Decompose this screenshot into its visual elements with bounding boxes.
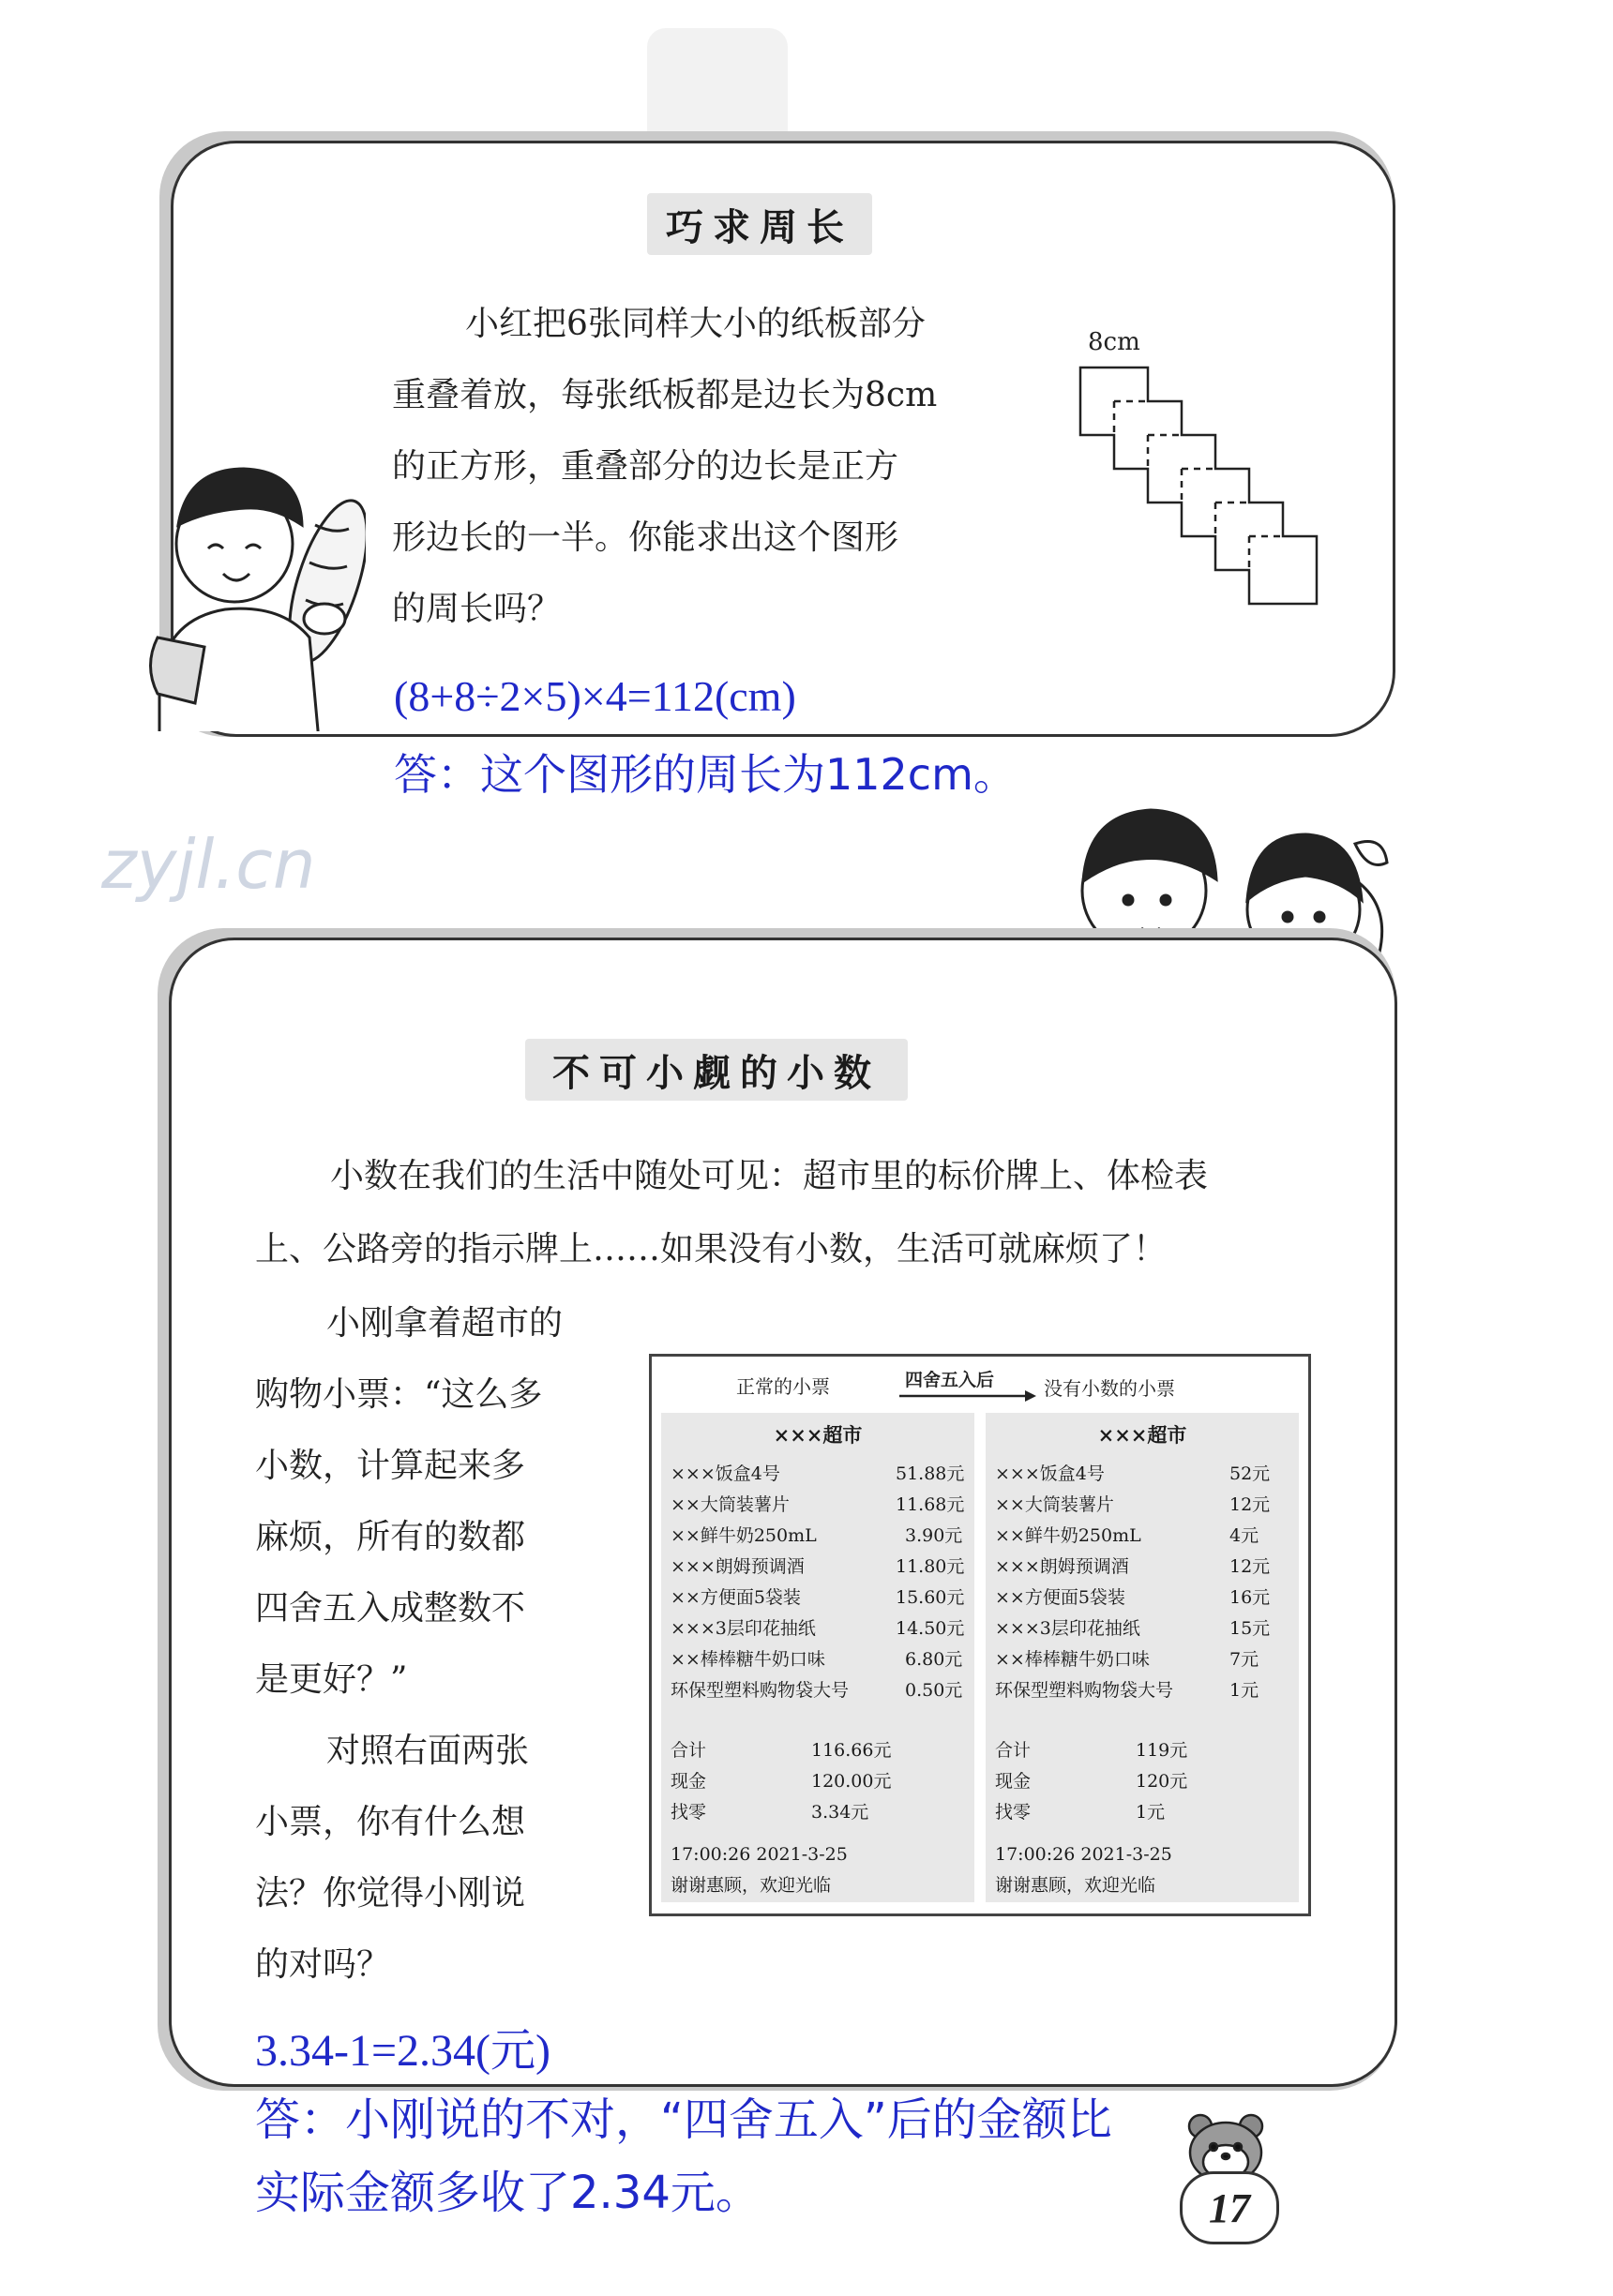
intro-line: 上、公路旁的指示牌上……如果没有小数，生活可就麻烦了！ (255, 1230, 1168, 1268)
receipt-item: ××棒棒糖牛奶口味 6.80元 (671, 1649, 963, 1670)
problem-line: 小红把6张同样大小的纸板部分 (465, 305, 926, 343)
receipt-item: ×××3层印花抽纸 15元 (995, 1618, 1271, 1639)
problem-line: 形边长的一半。你能求出这个图形 (392, 518, 899, 557)
receipt-item: ××方便面5袋装 15.60元 (671, 1587, 965, 1608)
intro-text (255, 1140, 1324, 1286)
problem-line: 的周长吗？ (392, 590, 562, 628)
answer-text-2-line-1: 答：小刚说的不对，“四舍五入”后的金额比 (255, 2093, 1112, 2146)
receipt-item: ×××3层印花抽纸 14.50元 (671, 1618, 965, 1639)
watermark: zyjl.cn (101, 825, 316, 904)
receipt-item: ×××饭盒4号 52元 (995, 1463, 1271, 1484)
story-line: 四舍五入成整数不 (255, 1589, 526, 1628)
overlapping-squares-figure (1069, 356, 1341, 628)
story-line: 法？你觉得小刚说 (255, 1874, 526, 1913)
receipt-thanks: 谢谢惠顾，欢迎光临 (995, 1875, 1156, 1896)
receipt-item: ×××饭盒4号 51.88元 (671, 1463, 965, 1484)
receipt-item: 环保型塑料购物袋大号 1元 (995, 1680, 1259, 1701)
receipt-shop-name: ×××超市 (773, 1423, 863, 1447)
section-title-perimeter (647, 193, 872, 255)
receipt-header-left: 正常的小票 (736, 1375, 830, 1398)
receipt-shop-name: ×××超市 (1097, 1423, 1187, 1447)
section-title-text: 巧求周长 (666, 204, 853, 249)
story-line: 麻烦，所有的数都 (255, 1518, 526, 1556)
receipt-item: ×××朗姆预调酒 11.80元 (671, 1556, 965, 1577)
story-line: 小数，计算起来多 (255, 1447, 526, 1485)
receipt-item: ××大筒装薯片 12元 (995, 1494, 1271, 1515)
receipt-item: ××鲜牛奶250mL 4元 (995, 1525, 1259, 1546)
problem-line: 的正方形，重叠部分的边长是正方 (392, 447, 899, 486)
rounding-arrow (897, 1388, 1038, 1403)
receipt-timestamp: 17:00:26 2021-3-25 (995, 1844, 1172, 1865)
receipt-item: ××方便面5袋装 16元 (995, 1587, 1271, 1608)
receipt-header-right: 没有小数的小票 (1044, 1377, 1175, 1400)
answer-formula-1: (8+8÷2×5)×4=112(cm) (394, 672, 796, 720)
intro-line: 小数在我们的生活中随处可见：超市里的标价牌上、体检表 (330, 1157, 1209, 1195)
story-text (255, 1288, 630, 2001)
figure-size-label: 8cm (1088, 328, 1140, 356)
receipt-rounded (986, 1413, 1299, 1902)
receipt-total-row: 现金 120.00元 (671, 1771, 892, 1792)
section-title-text: 不可小觑的小数 (552, 1050, 881, 1095)
answer-text-2-line-2: 实际金额多收了2.34元。 (255, 2167, 761, 2219)
receipt-timestamp: 17:00:26 2021-3-25 (671, 1844, 848, 1865)
page-number: 17 (1209, 2184, 1250, 2231)
receipt-item: ××棒棒糖牛奶口味 7元 (995, 1649, 1259, 1670)
problem-text (392, 289, 1030, 645)
boy-with-bread-illustration (141, 459, 366, 731)
section-title-decimals (525, 1039, 908, 1101)
receipt-item: ××鲜牛奶250mL 3.90元 (671, 1525, 963, 1546)
story-line: 是更好？” (255, 1660, 408, 1699)
answer-formula-2: 3.34-1=2.34(元) (255, 2026, 551, 2076)
receipt-item: ××大筒装薯片 11.68元 (671, 1494, 965, 1515)
receipt-total-row: 现金 120元 (995, 1771, 1188, 1792)
answer-text-1: 答：这个图形的周长为112cm。 (394, 749, 1017, 800)
receipt-thanks: 谢谢惠顾，欢迎光临 (671, 1875, 832, 1896)
story-line: 的对吗？ (255, 1945, 391, 1984)
story-line: 小票，你有什么想 (255, 1803, 526, 1841)
receipts-figure (649, 1354, 1311, 1916)
page-number-badge (1180, 2171, 1279, 2244)
receipt-total-row: 找零 1元 (995, 1802, 1166, 1823)
receipt-item: 环保型塑料购物袋大号 0.50元 (671, 1680, 963, 1701)
story-line: 小刚拿着超市的 (326, 1304, 564, 1343)
receipt-normal (661, 1413, 974, 1902)
story-line: 对照右面两张 (326, 1732, 530, 1770)
receipt-item: ×××朗姆预调酒 12元 (995, 1556, 1271, 1577)
receipt-total-row: 合计 116.66元 (671, 1740, 892, 1761)
story-line: 购物小票：“这么多 (255, 1375, 543, 1414)
receipt-total-row: 找零 3.34元 (671, 1802, 869, 1823)
problem-line: 重叠着放，每张纸板都是边长为8cm (392, 376, 938, 414)
rounding-arrow-label: 四舍五入后 (905, 1370, 995, 1390)
receipt-total-row: 合计 119元 (995, 1740, 1188, 1761)
